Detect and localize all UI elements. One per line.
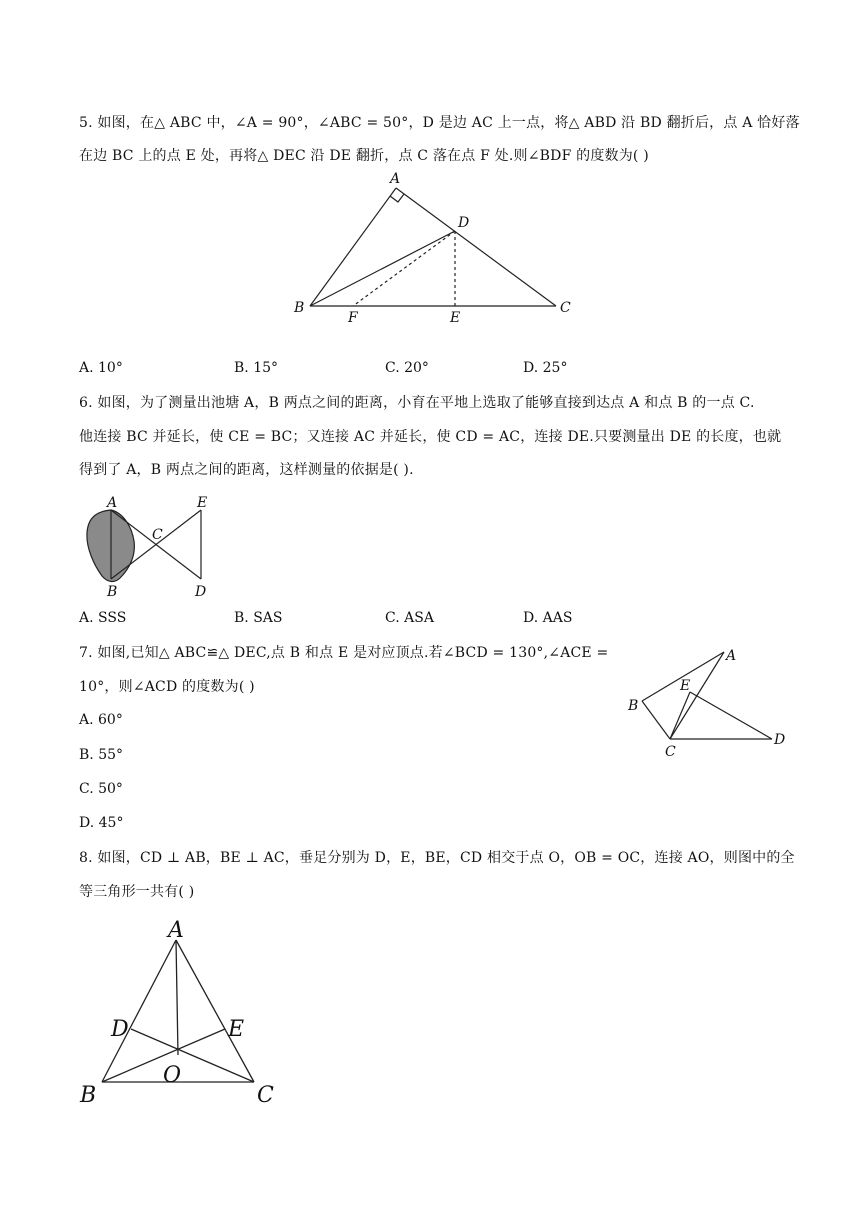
q7-segment-ed — [690, 692, 772, 739]
q7-label-d: D — [774, 732, 786, 748]
q5-option-c: C. 20° — [385, 360, 429, 376]
q6-text-line-2: 他连接 BC 并延长，使 CE = BC；又连接 AC 并延长，使 CD = AC，连接 DE.只要测量出 DE 的长度，也就 — [79, 429, 782, 445]
q6-label-a: A — [107, 495, 118, 511]
q8-segment-ao — [176, 940, 178, 1055]
q5-option-a: A. 10° — [79, 360, 123, 376]
q8-label-d: D — [111, 1017, 129, 1042]
q5-label-f: F — [348, 310, 358, 326]
q6-label-b: B — [107, 584, 118, 600]
q5-figure — [280, 165, 590, 330]
q5-segment-ab — [310, 188, 396, 306]
q5-segment-df — [353, 231, 455, 306]
q5-label-d: D — [458, 215, 470, 231]
q8-label-b: B — [80, 1083, 97, 1108]
q8-label-c: C — [257, 1083, 274, 1108]
q8-text-line-2: 等三角形一共有( ) — [79, 884, 195, 900]
q5-label-e: E — [450, 310, 461, 326]
q6-figure — [78, 493, 228, 603]
q6-option-b: B. SAS — [234, 610, 283, 626]
q8-label-e: E — [228, 1017, 245, 1042]
q8-label-a: A — [168, 918, 184, 943]
q5-label-c: C — [560, 300, 571, 316]
q5-segment-ac — [396, 188, 556, 306]
q6-text-line-3: 得到了 A，B 两点之间的距离，这样测量的依据是( ). — [79, 462, 414, 478]
q5-option-d: D. 25° — [523, 360, 568, 376]
q5-right-angle-mark — [390, 194, 404, 202]
q7-option-a: A. 60° — [79, 712, 123, 728]
q8-label-o: O — [163, 1063, 182, 1088]
q8-text-line-1: 8. 如图，CD ⊥ AB，BE ⊥ AC，垂足分别为 D，E，BE，CD 相交于点 O，OB = OC，连接 AO，则图中的全 — [79, 850, 795, 866]
q5-label-a: A — [390, 171, 401, 187]
q7-segment-ce — [670, 692, 690, 739]
q7-option-c: C. 50° — [79, 781, 123, 797]
q5-text-line-2: 在边 BC 上的点 E 处，再将△ DEC 沿 DE 翻折，点 C 落在点 F 处.则∠BDF 的度数为( ) — [79, 148, 649, 164]
q8-segment-ab — [102, 940, 176, 1082]
q7-text-line-2: 10°，则∠ACD 的度数为( ) — [79, 679, 255, 695]
q6-label-c: C — [152, 527, 163, 543]
q5-segment-bd — [310, 231, 455, 306]
q7-option-d: D. 45° — [79, 815, 124, 831]
q8-figure — [75, 910, 285, 1110]
q8-segment-ac — [176, 940, 254, 1082]
q5-text-line-1: 5. 如图，在△ ABC 中，∠A = 90°，∠ABC = 50°，D 是边 AC 上一点，将△ ABD 沿 BD 翻折后，点 A 恰好落 — [79, 115, 800, 131]
q6-text-line-1: 6. 如图，为了测量出池塘 A，B 两点之间的距离，小育在平地上选取了能够直接到达点 A 和点 B 的一点 C. — [79, 395, 755, 411]
q7-figure — [620, 640, 800, 765]
q6-option-c: C. ASA — [385, 610, 434, 626]
q7-label-c: C — [665, 744, 676, 760]
q7-option-b: B. 55° — [79, 747, 124, 763]
q5-label-b: B — [294, 300, 305, 316]
q7-segment-bc — [642, 701, 670, 739]
q7-label-a: A — [726, 648, 737, 664]
q6-option-a: A. SSS — [79, 610, 127, 626]
q7-label-e: E — [680, 678, 691, 694]
q7-label-b: B — [628, 698, 639, 714]
q5-option-b: B. 15° — [234, 360, 279, 376]
q7-text-line-1: 7. 如图,已知△ ABC≌△ DEC,点 B 和点 E 是对应顶点.若∠BCD = 130°,∠ACE = — [79, 645, 609, 661]
q6-label-d: D — [195, 584, 207, 600]
q6-label-e: E — [197, 495, 208, 511]
q6-option-d: D. AAS — [523, 610, 573, 626]
